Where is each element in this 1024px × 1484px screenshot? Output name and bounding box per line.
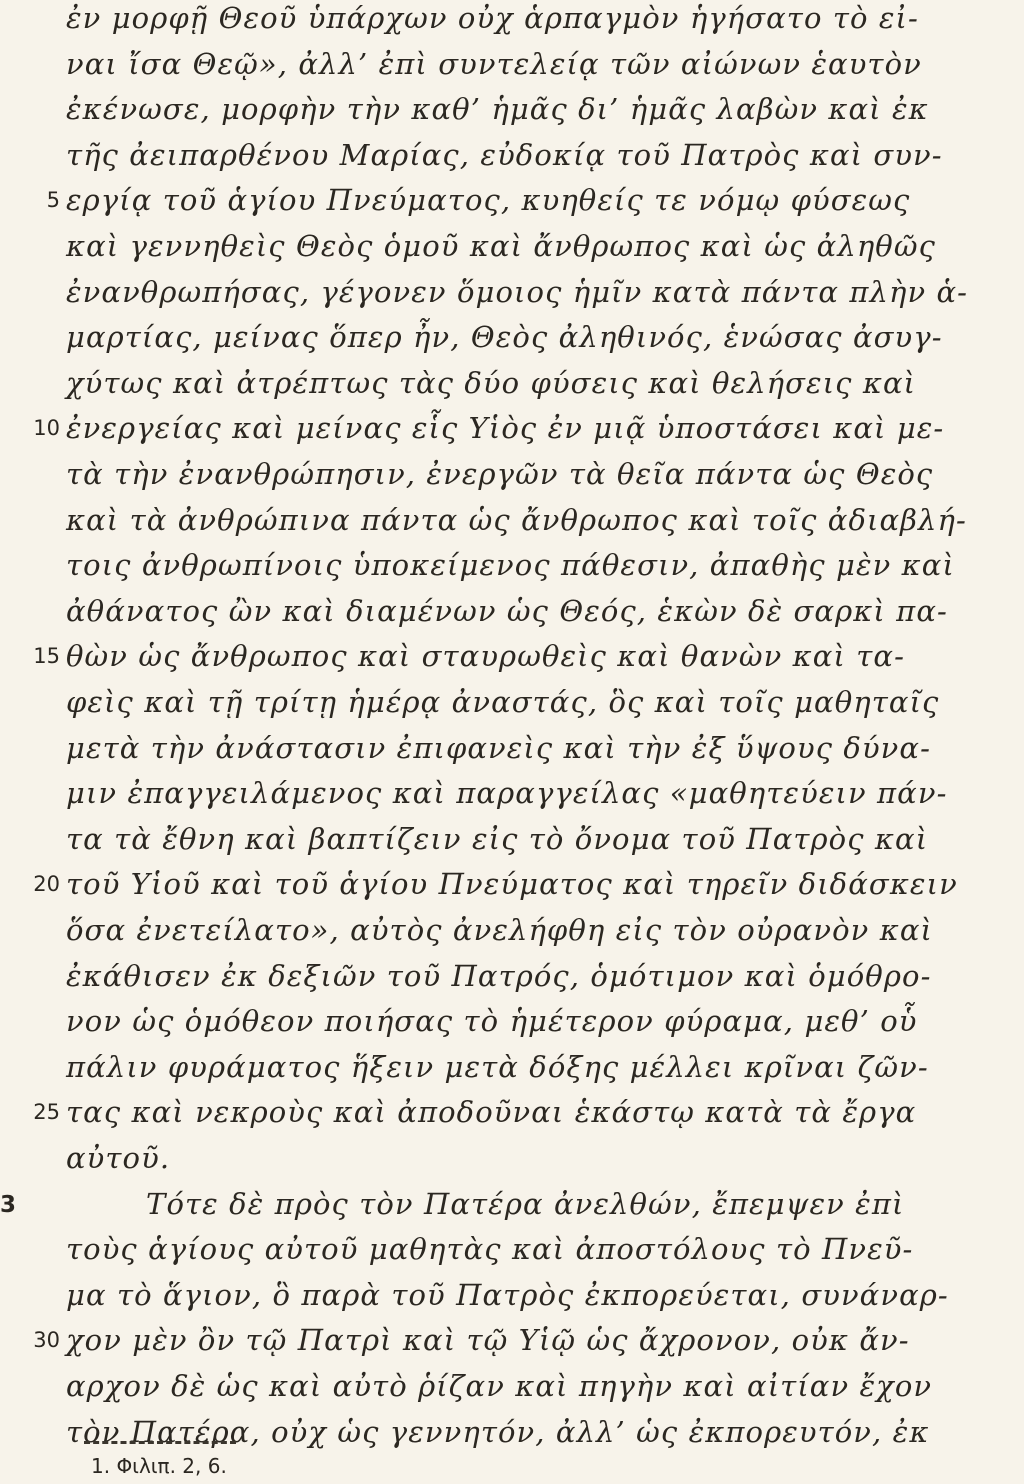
text-line: εργίᾳ τοῦ ἁγίου Πνεύματος, κυηθείς τε νόμῳ φύσεως: [66, 183, 911, 217]
text-line: αρχον δὲ ὡς καὶ αὐτὸ ῥίζαν καὶ πηγὴν καὶ αἰτίαν ἔχον: [66, 1369, 933, 1403]
line-number: 30: [33, 1328, 60, 1352]
text-line: ἐν μορφῇ Θεοῦ ὑπάρχων οὐχ ἁρπαγμὸν ἡγήσατο τὸ εἰ-: [66, 1, 919, 35]
text-line: καὶ γεννηθεὶς Θεὸς ὁμοῦ καὶ ἄνθρωπος καὶ ὡς ἀληθῶς: [66, 229, 936, 263]
text-line: τὰ τὴν ἐνανθρώπησιν, ἐνεργῶν τὰ θεῖα πάντα ὡς Θεὸς: [66, 457, 934, 491]
text-line: χύτως καὶ ἀτρέπτως τὰς δύο φύσεις καὶ θελήσεις καὶ: [66, 366, 917, 400]
text-line: ἐκένωσε, μορφὴν τὴν καθ’ ἡμᾶς δι’ ἡμᾶς λαβὼν καὶ ἐκ: [66, 92, 929, 126]
text-line: ὅσα ἐνετείλατο», αὐτὸς ἀνελήφθη εἰς τὸν οὐρανὸν καὶ: [66, 913, 933, 947]
text-line: πάλιν φυράματος ἥξειν μετὰ δόξης μέλλει κρῖναι ζῶν-: [66, 1050, 929, 1084]
text-line: τὸν Πατέρα, οὐχ ὡς γεννητόν, ἀλλ’ ὡς ἐκπορευτόν, ἐκ: [66, 1415, 930, 1449]
text-line: αὐτοῦ.: [66, 1141, 171, 1175]
section-number: 3: [0, 1192, 17, 1218]
text-line: τοὺς ἁγίους αὐτοῦ μαθητὰς καὶ ἀποστόλους τὸ Πνεῦ-: [66, 1232, 914, 1266]
text-line: Τότε δὲ πρὸς τὸν Πατέρα ἀνελθών, ἔπεμψεν ἐπὶ: [146, 1187, 905, 1221]
text-line: νον ὡς ὁμόθεον ποιήσας τὸ ἡμέτερον φύραμα, μεθ’ οὗ: [66, 1004, 918, 1038]
line-number: 20: [33, 872, 60, 896]
line-number: 10: [33, 416, 60, 440]
text-line: τας καὶ νεκροὺς καὶ ἀποδοῦναι ἑκάστῳ κατὰ τὰ ἔργα: [66, 1095, 917, 1129]
text-line: ἀθάνατος ὢν καὶ διαμένων ὡς Θεός, ἑκὼν δὲ σαρκὶ πα-: [66, 594, 948, 628]
text-line: θὼν ὡς ἄνθρωπος καὶ σταυρωθεὶς καὶ θανὼν καὶ τα-: [66, 639, 905, 673]
text-line: ἐνανθρωπήσας, γέγονεν ὅμοιος ἡμῖν κατὰ πάντα πλὴν ἁ-: [66, 275, 969, 309]
footnote-divider: [84, 1441, 236, 1444]
text-line: τοις ἀνθρωπίνοις ὑποκείμενος πάθεσιν, ἀπαθὴς μὲν καὶ: [66, 548, 955, 582]
line-number: 15: [33, 644, 60, 668]
text-line: τῆς ἀειπαρθένου Μαρίας, εὐδοκίᾳ τοῦ Πατρὸς καὶ συν-: [66, 138, 943, 172]
text-line: ἐνεργείας καὶ μείνας εἷς Υἱὸς ἐν μιᾷ ὑποστάσει καὶ με-: [66, 411, 945, 445]
text-line: ναι ἴσα Θεῷ», ἀλλ’ ἐπὶ συντελείᾳ τῶν αἰώνων ἑαυτὸν: [66, 47, 922, 81]
text-line: καὶ τὰ ἀνθρώπινα πάντα ὡς ἄνθρωπος καὶ τοῖς ἀδιαβλή-: [66, 503, 967, 537]
text-line: μιν ἐπαγγειλάμενος καὶ παραγγείλας «μαθητεύειν πάν-: [66, 776, 948, 810]
text-line: ἐκάθισεν ἐκ δεξιῶν τοῦ Πατρός, ὁμότιμον καὶ ὁμόθρο-: [66, 959, 932, 993]
text-line: τα τὰ ἔθνη καὶ βαπτίζειν εἰς τὸ ὄνομα τοῦ Πατρὸς καὶ: [66, 822, 929, 856]
text-line: μετὰ τὴν ἀνάστασιν ἐπιφανεὶς καὶ τὴν ἐξ ὕψους δύνα-: [66, 731, 931, 765]
text-line: μα τὸ ἅγιον, ὃ παρὰ τοῦ Πατρὸς ἐκπορεύεται, συνάναρ-: [66, 1278, 949, 1312]
line-number: 25: [33, 1100, 60, 1124]
text-line: μαρτίας, μείνας ὅπερ ἦν, Θεὸς ἀληθινός, ἑνώσας ἀσυγ-: [66, 320, 943, 354]
line-number: 5: [46, 188, 60, 212]
text-line: χον μὲν ὂν τῷ Πατρὶ καὶ τῷ Υἱῷ ὡς ἄχρονον, οὐκ ἄν-: [66, 1323, 910, 1357]
text-line: τοῦ Υἱοῦ καὶ τοῦ ἁγίου Πνεύματος καὶ τηρεῖν διδάσκειν: [66, 867, 958, 901]
footnote: 1. Φιλιπ. 2, 6.: [91, 1454, 227, 1478]
text-line: φεὶς καὶ τῇ τρίτῃ ἡμέρᾳ ἀναστάς, ὃς καὶ τοῖς μαθηταῖς: [66, 685, 940, 719]
